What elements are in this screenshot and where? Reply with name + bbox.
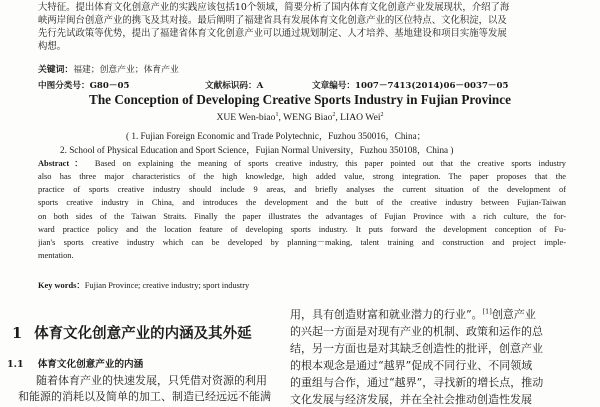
author-affiliation-mark: 2: [332, 112, 336, 118]
body-text-line: 的兴起一方面是对现有产业的机制、政策和运作的总: [290, 325, 543, 338]
abstract-line: jian's sports creative industry which can be developed by planning－making, talent training and construction and project imple-: [38, 238, 566, 247]
classification-value: G80－05: [89, 81, 130, 91]
abstract-line: [38, 157, 566, 170]
body-text-line: 文化发展与经济发展，并在全社会推动创造性发展: [290, 393, 532, 406]
body-text-line: 和能源的消耗以及简单的加工、制造已经远远不能满: [18, 390, 271, 403]
abstract-line: mentation.: [38, 251, 74, 260]
affiliation-line: ( 1. Fujian Foreign Economic and Trade Polytechnic，Fuzhou 350016，China；: [126, 131, 426, 141]
document-code-value: A: [256, 81, 264, 91]
abstract-line: practice of sports creative industry should include 9 areas, and briefly analyses the current situation of the development of: [38, 185, 566, 194]
abstract-line: ward practice policy and the location feature of developing sports industry. It puts forward the development conception of Fu-: [38, 225, 566, 234]
affiliation-line: 2. School of Physical Education and Sport Science，Fujian Normal University，Fuzhou 350108，China ): [60, 145, 454, 155]
author-name: LIAO Wei: [340, 112, 381, 124]
subsection-title: 体育文化创意产业的内涵: [37, 359, 144, 370]
article-number-label: 文章编号：: [312, 81, 355, 91]
keywords-cn: [38, 64, 564, 77]
citation-mark: [1]: [482, 307, 492, 316]
section-title: 体育文化创意产业的内涵及其外延: [34, 325, 252, 342]
abstract-line: sports creative industry in China, and introduces the development and the butt of the creative industry between Fujian-Taiwan: [38, 198, 566, 207]
cn-abstract-line: 构想。: [38, 41, 67, 52]
english-title: The Conception of Developing Creative Sports Industry in Fujian Province: [89, 92, 511, 107]
body-text: 用，具有创造财富和就业潜力的行业”。: [290, 308, 483, 321]
abstract-line: on both sides of the Taiwan Straits. Finally the paper illustrates the advantages of Fujian Province with a rich culture, the for-: [38, 212, 566, 221]
article-number: [312, 79, 509, 91]
body-text-line: 随着体育产业的快速发展，只凭借对资源的利用: [36, 374, 267, 387]
author-name: XUE Wen-biao: [216, 112, 276, 124]
author-affiliation-mark: 1: [275, 112, 279, 118]
article-number-value: 1007－7413(2014)06－0037－05: [354, 81, 509, 91]
section-heading: [12, 322, 252, 343]
body-text-line: 结，另一方面也是对其缺乏创造性的批评，创意产业: [290, 342, 543, 355]
keywords-en: [38, 279, 249, 291]
author-list: XUE Wen-biao$^1$, WENG Biao$^2$, LIAO Wei$^2$: [216, 112, 384, 124]
subsection-heading: [7, 356, 143, 370]
author-affiliation-mark: 2: [380, 112, 384, 118]
subsection-number: 1.1: [7, 359, 24, 370]
abstract-text: Based on explaining the meaning of sports creative industry, this paper pointed out that the creative sports industry: [94, 159, 566, 168]
classification-label: 中图分类号：: [38, 81, 90, 91]
classification: [38, 79, 129, 91]
keywords-en-text: Fujian Province; creative industry; sport industry: [84, 281, 250, 290]
author-name: WENG Biao: [283, 112, 333, 124]
section-number: 1: [12, 325, 23, 342]
keywords-cn-text: 福建；创意产业；体育产业: [73, 65, 179, 75]
document-code-label: 文献标识码：: [205, 81, 257, 91]
body-text-line: 的根本观念是通过“越界”促成不同行业、不同领域: [290, 359, 533, 372]
cn-abstract-line: 先行先试政策等优势，提出了福建省体育文化创意产业可以通过规划制定、人才培养、基地建设和项目实施等发展: [38, 28, 507, 39]
abstract-line: also has three major characteristics of the high knowledge, high added value, strong integration. The paper proposes that the: [38, 172, 566, 181]
abstract-label: Abstract：: [38, 159, 88, 168]
document-code: [205, 79, 263, 91]
body-text-line: [290, 306, 590, 322]
keywords-en-label: Key words：: [38, 281, 85, 290]
cn-abstract-line: 大特征。提出体育文化创意产业的实践应该包括10个领域，简要分析了国内体育文化创意产业发展现状，介绍了海: [38, 2, 510, 13]
body-text: 创意产业: [491, 308, 536, 321]
body-text-line: 的重组与合作，通过“越界”，寻找新的增长点，推动: [290, 376, 544, 389]
keywords-cn-label: 关键词：: [38, 65, 74, 75]
cn-abstract-line: 峡两岸闽台创意产业的携飞及其对接。最后阐明了福建省具有发展体育文化创意产业的区位特点、文化积淀，以及: [38, 15, 507, 26]
